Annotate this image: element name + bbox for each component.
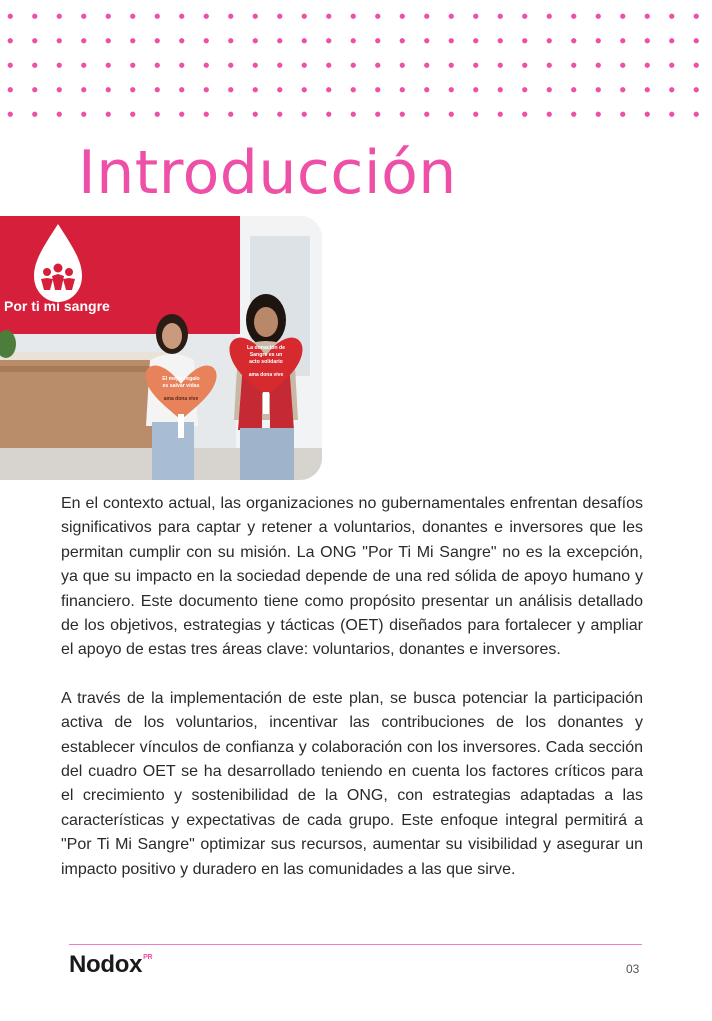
svg-text:Sangre es un: Sangre es un: [249, 352, 283, 358]
page-title: Introducción: [78, 138, 457, 208]
svg-text:ama dona vive: ama dona vive: [248, 372, 284, 378]
volunteers-photo: [0, 216, 322, 480]
svg-text:acto solidario: acto solidario: [249, 359, 283, 365]
body-text: [61, 492, 643, 906]
footer-logo: [69, 951, 152, 979]
svg-text:es salvar vidas: es salvar vidas: [162, 383, 200, 389]
svg-text:La donación de: La donación de: [246, 345, 286, 351]
paragraph-2: A través de la implementación de este plan, se busca potenciar la participación activa de los voluntarios, incentivar las contribuciones de los donantes y establecer vínculos de confianza y colaboración con los inversores. Cada sección del cuadro OET se ha desarrollado teniendo en cuenta los factores críticos para el crecimiento y sostenibilidad de la ONG, con estrategias adaptadas a las características y expectativas de cada grupo. Este enfoque integral permitirá a "Por Ti Mi Sangre" optimizar sus recursos, aumentar su visibilidad y asegurar un impacto positivo y duradero en las comunidades a las que sirve.: [61, 689, 643, 878]
footer-divider: [69, 944, 642, 945]
page-number: 03: [626, 962, 640, 976]
decorative-dot-pattern: [0, 0, 712, 130]
wall-logo-text: Por ti mi sangre: [4, 298, 110, 314]
paragraph-1: En el contexto actual, las organizaciones no gubernamentales enfrentan desafíos significativos para captar y retener a voluntarios, donantes e inversores que les permitan cumplir con su misión. La ONG "Por Ti Mi Sangre" no es la excepción, ya que su impacto en la sociedad depende de una red sólida de apoyo humano y financiero. Este documento tiene como propósito presentar un análisis detallado de los objetivos, estrategias y tácticas (OET) diseñados para fortalecer y ampliar el apoyo de estas tres áreas clave: voluntarios, donantes e inversores.: [61, 495, 643, 659]
svg-text:ama dona vive: ama dona vive: [163, 396, 199, 402]
svg-text:El mejor regalo: El mejor regalo: [162, 376, 200, 382]
brand-name: Nodox: [69, 951, 143, 978]
brand-superscript: PR: [143, 954, 153, 961]
